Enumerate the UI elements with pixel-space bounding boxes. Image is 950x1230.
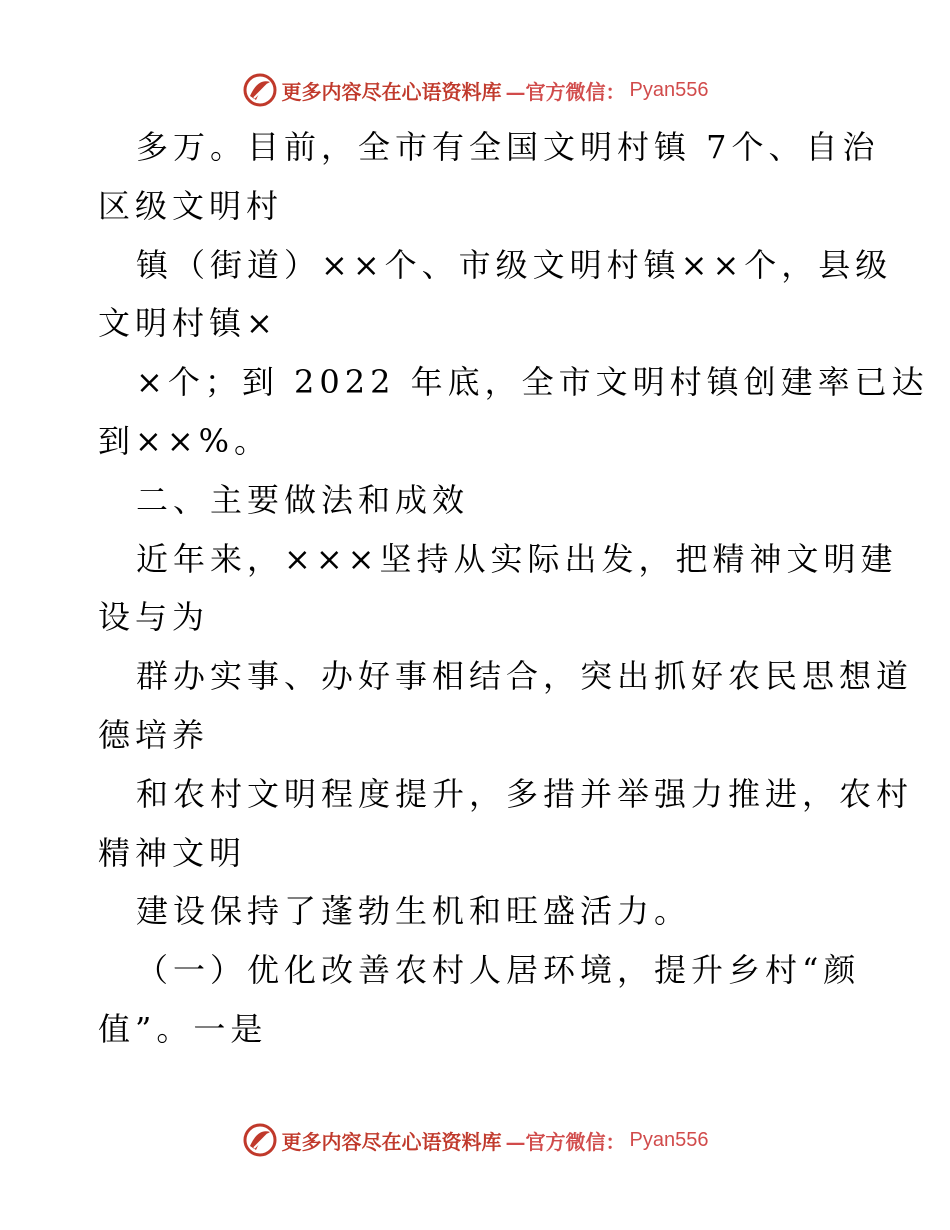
- document-body: [98, 118, 929, 1059]
- body-line: 德培养: [98, 715, 210, 754]
- body-line: 区级文明村: [98, 186, 284, 225]
- footer-text-id: Pyan556: [629, 1128, 709, 1151]
- body-line: 群办实事、办好事相结合，突出抓好农民思想道: [136, 657, 914, 696]
- header-text-main: 更多内容尽在心语资料库: [281, 79, 502, 104]
- body-line: 值”。一是: [98, 1009, 268, 1048]
- body-line: 和农村文明程度提升，多措并举强力推进，农村: [136, 774, 914, 813]
- body-line: 多万。目前，全市有全国文明村镇 7个、自治: [136, 128, 880, 166]
- red-ribbon-pen-logo-icon: [242, 1122, 278, 1158]
- body-line: 到××%。: [98, 421, 272, 460]
- body-line: ×个；到 2022 年底，全市文明村镇创建率已达: [136, 363, 929, 402]
- body-line: 近年来，×××坚持从实际出发，把精神文明建: [136, 539, 898, 578]
- body-line: 设与为: [98, 598, 210, 637]
- footer-text-wechat: —官方微信：: [505, 1129, 626, 1154]
- body-line: 文明村镇×: [98, 304, 278, 343]
- header-text-wechat: —官方微信：: [505, 79, 626, 104]
- header-banner: [0, 68, 950, 112]
- section-heading: 二、主要做法和成效: [136, 480, 470, 519]
- header-text-id: Pyan556: [629, 78, 709, 101]
- footer-banner: [0, 1118, 950, 1162]
- red-ribbon-pen-logo-icon: [242, 72, 278, 108]
- body-line: 精神文明: [98, 833, 247, 872]
- body-line: 建设保持了蓬勃生机和旺盛活力。: [136, 892, 692, 931]
- subsection-heading: （一）优化改善农村人居环境，提升乡村“颜: [136, 951, 861, 990]
- footer-text-main: 更多内容尽在心语资料库: [281, 1129, 502, 1154]
- body-line: 镇（街道）××个、市级文明村镇××个，县级: [136, 245, 893, 284]
